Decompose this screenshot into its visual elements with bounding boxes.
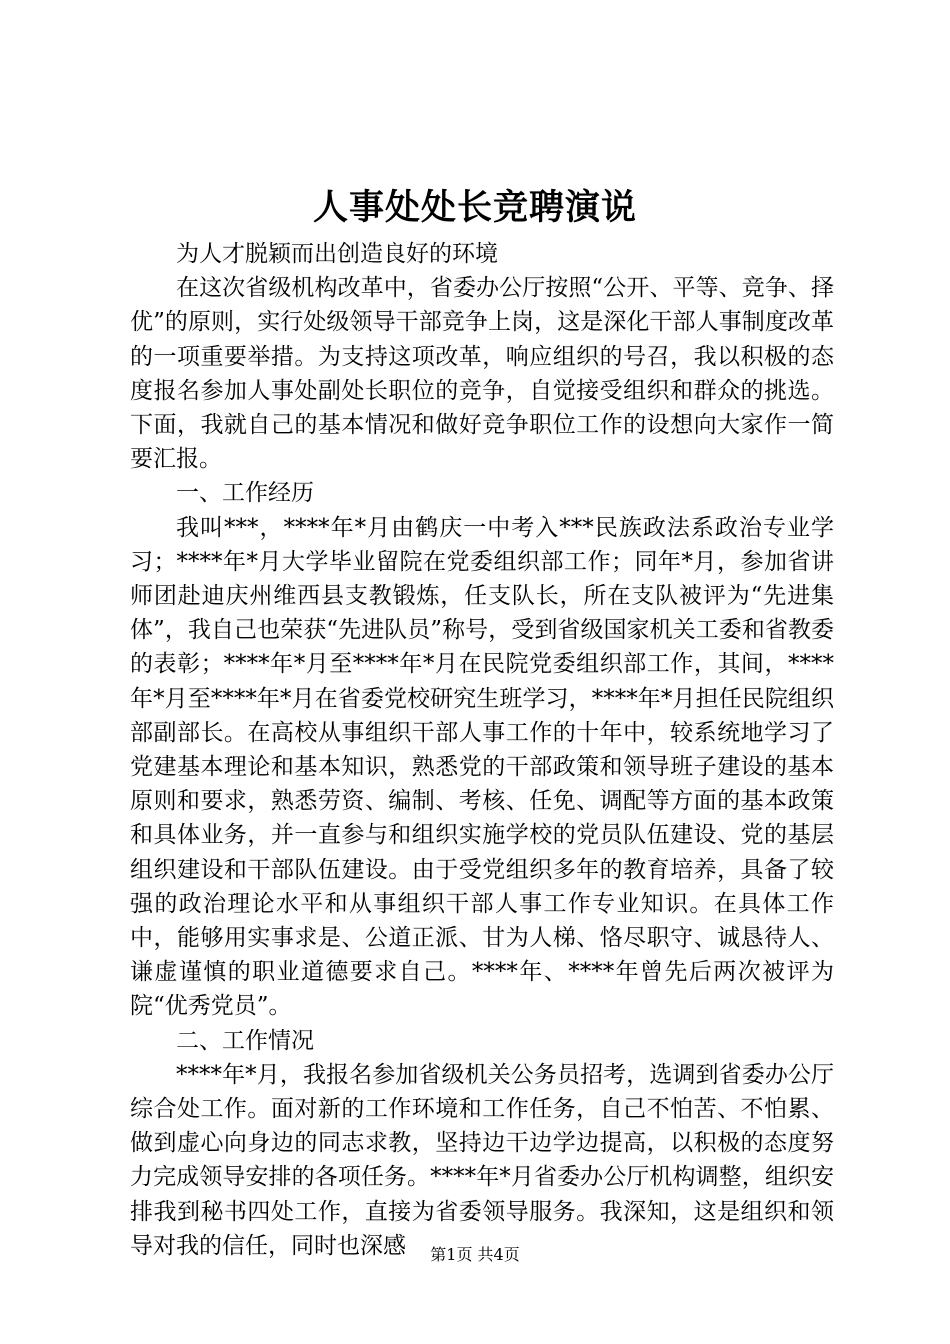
section-heading-work-experience: 一、工作经历 [176, 480, 314, 507]
paragraph-subtitle: 为人才脱颖而出创造良好的环境 [176, 241, 498, 267]
paragraph-intro: 在这次省级机构改革中，省委办公厅按照“公开、平等、竞争、择优”的原则，实行处级领导干部竞争上岗，这是深化干部人事制度改革的一项重要举措。为支持这项改革，响应组织的号召，我以积极的态度报名参加人事处副处长职位的竞争，自觉接受组织和群众的挑选。下面，我就自己的基本情况和做好竞争职位工作的设想向大家作一简要汇报。 [130, 275, 834, 473]
document-body [130, 237, 834, 1263]
paragraph-work-experience: 我叫***，****年*月由鹤庆一中考入***民族政法系政治专业学习；****年*月大学毕业留院在党委组织部工作；同年*月，参加省讲师团赴迪庆州维西县支教锻炼，任支队长，所在支队被评为“先进集体”，我自己也荣获“先进队员”称号，受到省级国家机关工委和省教委的表彰；****年*月至****年*月在民院党委组织部工作，其间，****年*月至****年*月在省委党校研究生班学习，****年*月担任民院组织部副部长。在高校从事组织干部人事工作的十年中，较系统地学习了党建基本理论和基本知识，熟悉党的干部政策和领导班子建设的基本原则和要求，熟悉劳资、编制、考核、任免、调配等方面的基本政策和具体业务，并一直参与和组织实施学校的党员队伍建设、党的基层组织建设和干部队伍建设。由于受党组织多年的教育培养，具备了较强的政治理论水平和从事组织干部人事工作专业知识。在具体工作中，能够用实事求是、公道正派、甘为人梯、恪尽职守、诚恳待人、谦虚谨慎的职业道德要求自己。****年、****年曾先后两次被评为院“优秀党员”。 [130, 514, 834, 1020]
document-title: 人事处处长竞聘演说 [312, 187, 637, 228]
section-heading-work-situation: 二、工作情况 [176, 1027, 314, 1054]
paragraph-work-situation: ****年*月，我报名参加省级机关公务员招考，选调到省委办公厅综合处工作。面对新的工作环境和工作任务，自己不怕苦、不怕累、做到虚心向身边的同志求教，坚持边干边学边提高，以积极的态度努力完成领导安排的各项任务。****年*月省委办公厅机构调整，组织安排我到秘书四处工作，直接为省委领导服务。我深知，这是组织和领导对我的信任，同时也深感 [130, 1061, 834, 1259]
page-footer: 第1页 共4页 [430, 1245, 520, 1264]
